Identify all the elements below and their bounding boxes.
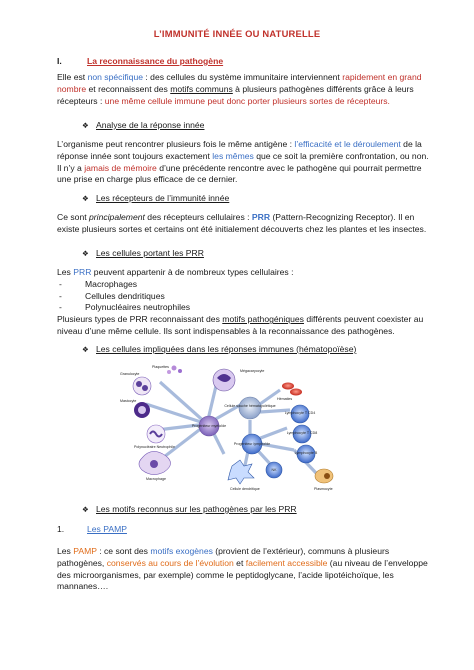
svg-text:NK: NK: [271, 468, 277, 472]
svg-text:Progéniteur myéloïde: Progéniteur myéloïde: [191, 424, 227, 428]
diamond-bullet-icon: ❖: [82, 194, 89, 203]
svg-text:Lymphocyte T CD4: Lymphocyte T CD4: [284, 411, 316, 415]
diamond-bullet-icon: ❖: [82, 249, 89, 258]
heading-cellules: ❖ Les cellules portant les PRR: [82, 248, 204, 258]
platelets: [152, 365, 182, 374]
list-item: - Macrophages: [57, 279, 437, 291]
page-title: L’IMMUNITÉ INNÉE OU NATURELLE: [153, 28, 321, 39]
megakaryocyte: [213, 369, 264, 391]
svg-text:Mastocyte: Mastocyte: [120, 399, 137, 403]
svg-text:Cellule souche hématopoïétique: Cellule souche hématopoïétique: [224, 404, 276, 408]
section-label: La reconnaissance du pathogène: [87, 56, 224, 66]
analyse-paragraph: L’organisme peut rencontrer plusieurs fois le même antigène : l’efficacité et le déroulement de la réponse innée sont toujours exactement les mêmes que ce soit la première confrontation, ou non. Il n’y a jamais de mémoire d’une précédente rencontre avec le pathogène qui pourrait permettre une prise en charge plus efficace de ce dernier.: [57, 139, 429, 185]
nk-cell: [266, 462, 282, 478]
cell-type-list: [57, 279, 437, 314]
svg-text:Progéniteur lymphoïde: Progéniteur lymphoïde: [233, 442, 271, 446]
svg-text:Plasmocyte: Plasmocyte: [314, 487, 333, 491]
heading-analyse: ❖ Analyse de la réponse innée: [82, 120, 205, 130]
heading-recepteurs: ❖ Les récepteurs de l’immunité innée: [82, 193, 230, 203]
svg-text:Macrophage: Macrophage: [146, 477, 166, 481]
diamond-bullet-icon: ❖: [82, 345, 89, 354]
svg-text:Lymphocyte T CD8: Lymphocyte T CD8: [286, 431, 318, 435]
differentiation-arrows: [146, 382, 317, 474]
svg-text:Mégacaryocyte: Mégacaryocyte: [240, 369, 265, 373]
section-heading: [57, 56, 223, 66]
red-blood-cells: [277, 383, 302, 402]
svg-text:Granulocyte: Granulocyte: [120, 372, 140, 376]
pamp-heading: 1. Les PAMP: [57, 524, 127, 534]
svg-text:Plaquettes: Plaquettes: [152, 365, 169, 369]
section-number: I.: [57, 56, 62, 66]
plasmocyte: [314, 469, 333, 491]
b-lymphocyte: [295, 445, 318, 463]
list-item: - Cellules dendritiques: [57, 291, 437, 303]
macrophage: [139, 451, 171, 481]
granulocyte: [120, 372, 151, 395]
svg-text:Cellule dendritique: Cellule dendritique: [230, 487, 260, 491]
diamond-bullet-icon: ❖: [82, 121, 89, 130]
cellules-block: Les PRR peuvent appartenir à de nombreux types cellulaires : - Macrophages - Cellules dendritiques - Polynucléaires neutrophiles Plusieurs types de PRR reconnaissant des motifs pathogéniques différents peuvent coexister au niveau d’une même cellule. Ils sont indispensables à la reconnaissance des pathogènes.: [57, 267, 437, 338]
mastocyte: [120, 399, 150, 418]
intro-paragraph: Elle est non spécifique : des cellules du système immunitaire interviennent rapidement en grand nombre et reconnaissent des motifs communs à plusieurs pathogènes différents grâce à leurs récepteurs : une même cellule immune peut donc porter plusieurs sortes de récepteurs.: [57, 72, 422, 106]
hematopoiesis-diagram: [112, 362, 362, 494]
svg-text:Lymphocyte B: Lymphocyte B: [294, 451, 318, 455]
heading-motifs: ❖ Les motifs reconnus sur les pathogènes par les PRR: [82, 504, 297, 514]
svg-text:Polynucléaire Neutrophile: Polynucléaire Neutrophile: [134, 445, 175, 449]
t-cd4-lymphocyte: [285, 405, 316, 423]
recepteurs-paragraph: Ce sont principalement des récepteurs cellulaires : PRR (Pattern-Recognizing Receptor). Il en existe plusieurs sortes et certains ont été initialement découverts chez les plantes et les insectes.: [57, 212, 427, 234]
svg-text:Hématies: Hématies: [277, 397, 293, 401]
heading-impliquees: ❖ Les cellules impliquées dans les réponses immunes (hématopoïèse): [82, 344, 357, 354]
pamp-paragraph: Les PAMP : ce sont des motifs exogènes (provient de l’extérieur), communs à plusieurs pathogènes, conservés au cours de l’évolution et facilement accessible (au niveau de l’enveloppe des microorganismes, par exemple) comme le peptidoglycane, l’acide lipotéichoïque, les mannanes….: [57, 546, 428, 592]
t-cd8-lymphocyte: [287, 425, 318, 443]
list-item: - Polynucléaires neutrophiles: [57, 302, 437, 314]
diamond-bullet-icon: ❖: [82, 505, 89, 514]
